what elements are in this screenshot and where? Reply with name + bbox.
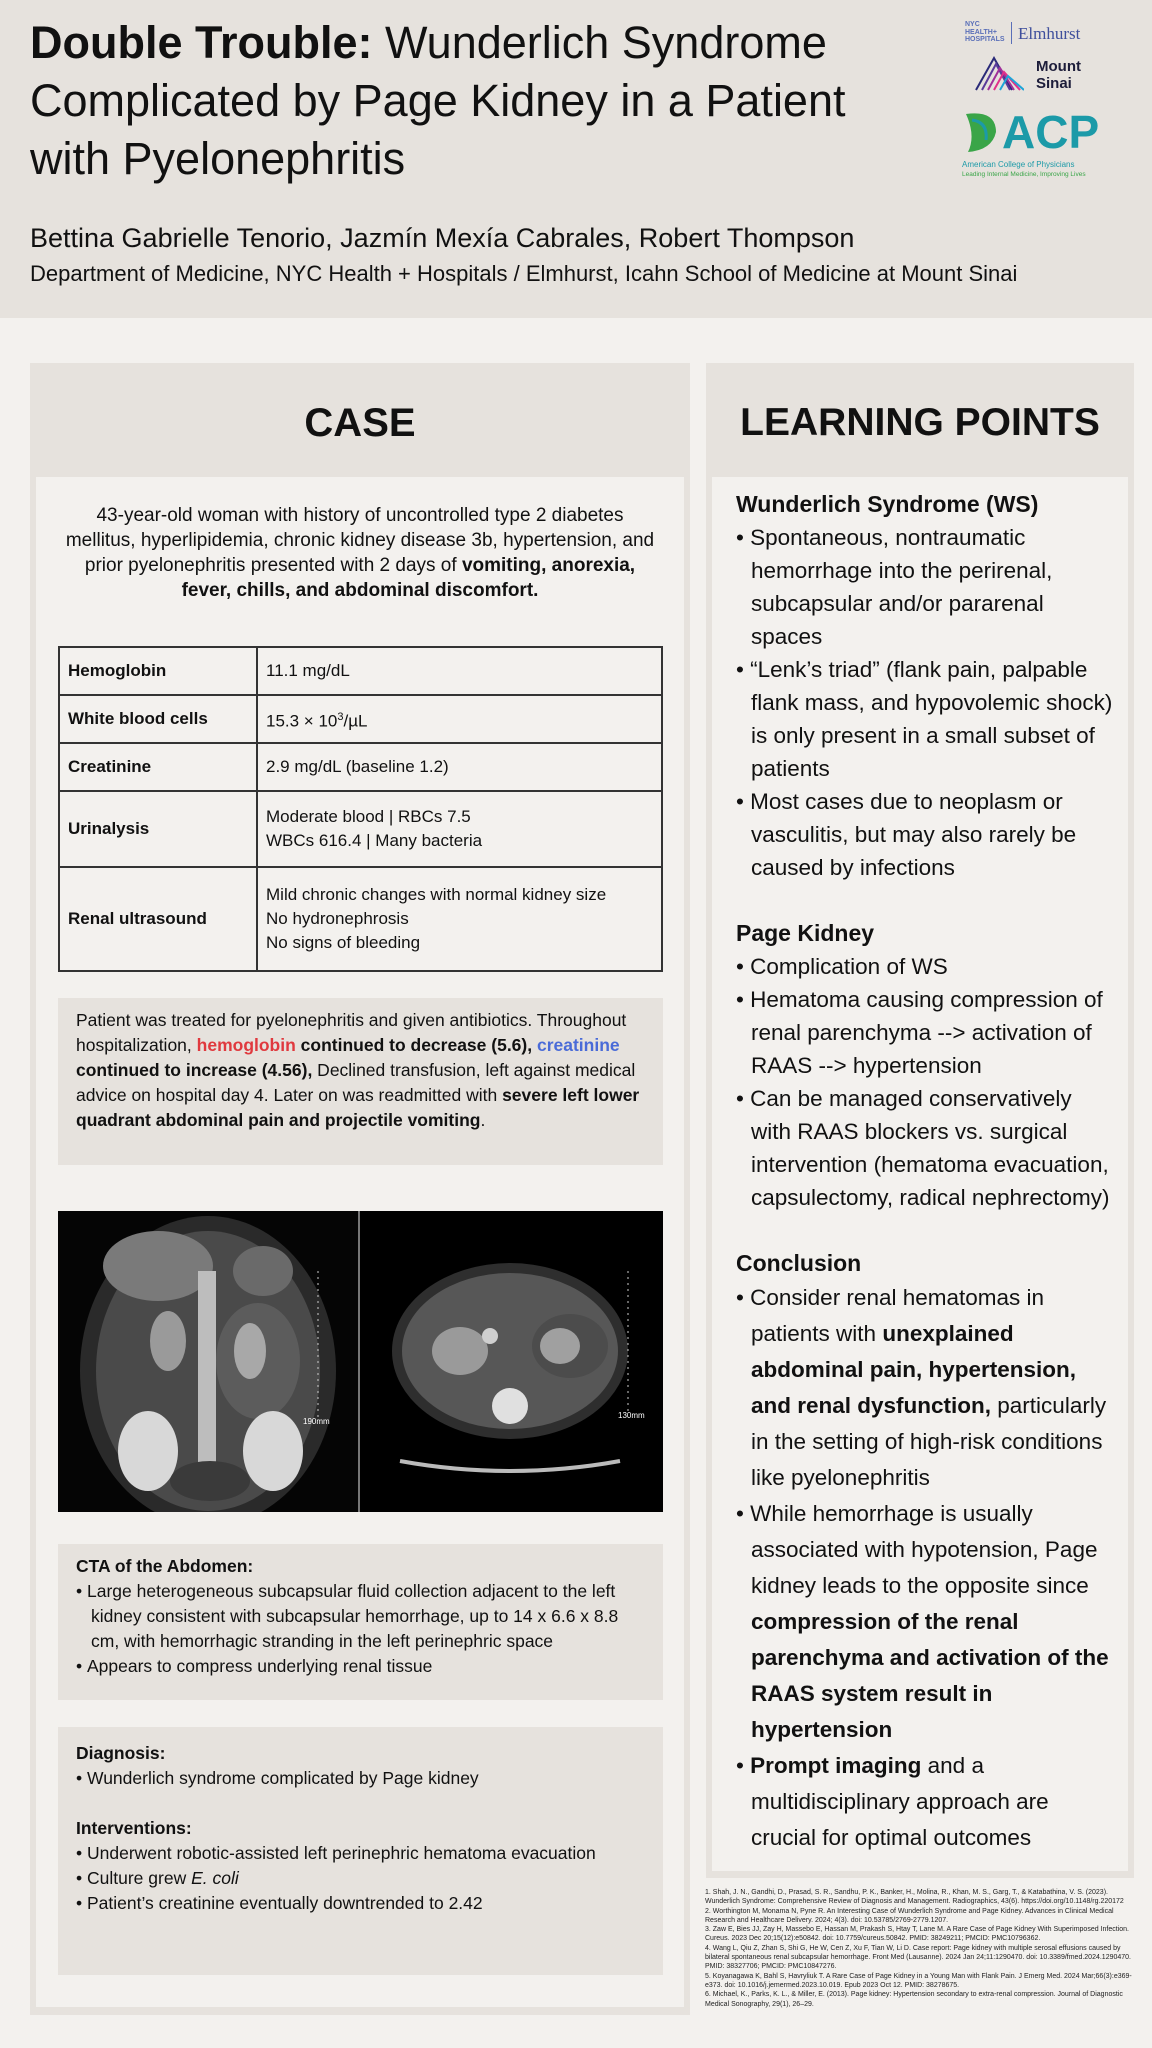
organism-name: E. coli	[191, 1868, 239, 1888]
list-item: • Large heterogeneous subcapsular fluid collection adjacent to the left kidney consistent with subcapsular hemorrhage, up to 14 x 6.6 x 8.8 cm, with hemorrhagic stranding in the left perinephric space	[76, 1581, 619, 1651]
axial-ct-image	[360, 1211, 663, 1512]
course-bold: continued to increase (4.56),	[76, 1060, 313, 1080]
highlight-hemoglobin: hemoglobin	[196, 1035, 296, 1055]
conclusion-list	[736, 1280, 1114, 1856]
diagnosis-box	[58, 1727, 663, 1975]
lab-label: Urinalysis	[59, 791, 257, 867]
list-item: • Most cases due to neoplasm or vasculitis, but may also rarely be caused by infections	[736, 789, 1077, 880]
list-item: • Underwent robotic-assisted left perinephric hematoma evacuation	[76, 1843, 596, 1863]
lab-value	[257, 791, 662, 867]
course-text: Declined transfusion, left against medical advice on hospital day 4. Later on was readmitted with	[76, 1060, 636, 1105]
reference-item: 3. Zaw E, Bies JJ, Zay H, Massebo E, Hassan M, Prakash S, Htay T, Lane M. A Rare Case of Page Kidney With Superimposed Infection. Cureus. 2023 Dec 20;15(12):e50842. doi: 10.7759/cureus.50842. PMID: 38249211; PMCID: PMC10796362.	[705, 1926, 1129, 1943]
nyc-line1: NYC	[965, 21, 980, 28]
lab-label: Creatinine	[59, 743, 257, 791]
cta-box	[58, 1544, 663, 1700]
conclusion-text: particularly in the setting of high-risk conditions like pyelonephritis	[751, 1393, 1107, 1490]
ws-list	[736, 521, 1114, 884]
diagnosis-heading: Diagnosis:	[76, 1743, 166, 1763]
case-heading: CASE	[304, 401, 416, 445]
lab-line: No hydronephrosis	[266, 909, 409, 928]
list-item: • Patient’s creatinine eventually downtrended to 2.42	[76, 1893, 483, 1913]
intro-text: 43-year-old woman with history of uncontrolled type 2 diabetes mellitus, hyperlipidemia, chronic kidney disease 3b, hypertension, and prior pyelonephritis presented with 2 days of	[65, 505, 655, 576]
cta-heading: CTA of the Abdomen:	[76, 1556, 254, 1576]
course-text: Patient was treated for pyelonephritis and given antibiotics. Throughout hospitalization,	[76, 1010, 627, 1055]
lab-value: 2.9 mg/dL (baseline 1.2)	[257, 743, 662, 791]
cta-bullet-text: Large heterogeneous subcapsular fluid collection adjacent to the left kidney consistent with subcapsular hemorrhage, up to 14 x 6.6 x 8.8 cm, with hemorrhagic stranding in the left perinephric space	[87, 1581, 619, 1651]
table-row	[59, 647, 662, 695]
page-bullet-text: Complication of WS	[750, 954, 948, 979]
conclusion-text: and a multidisciplinary approach are crucial for optimal outcomes	[751, 1753, 1049, 1850]
acp-tagline: Leading Internal Medicine, Improving Lives	[962, 171, 1086, 178]
lab-label: White blood cells	[59, 695, 257, 743]
lab-table	[58, 646, 663, 972]
list-item: • “Lenk’s triad” (flank pain, palpable flank mass, and hypovolemic shock) is only present in a small subset of patients	[736, 657, 1113, 781]
mount-sinai-logo-icon	[974, 52, 1024, 92]
highlight-creatinine: creatinine	[536, 1035, 620, 1055]
ws-heading: Wunderlich Syndrome (WS)	[736, 491, 1039, 517]
ws-bullet-text: “Lenk’s triad” (flank pain, palpable flank mass, and hypovolemic shock) is only present in a small subset of patients	[750, 657, 1113, 781]
nyc-line2: HEALTH+	[965, 28, 997, 36]
intervention-text: Underwent robotic-assisted left perinephric hematoma evacuation	[87, 1843, 596, 1863]
intro-bold-symptoms: vomiting, anorexia, fever, chills, and abdominal discomfort.	[181, 555, 636, 601]
wbc-exponent: 3	[337, 710, 344, 723]
nyc-health-hospitals-logo	[965, 21, 1005, 44]
ws-bullet-text: Spontaneous, nontraumatic hemorrhage into the perirenal, subcapsular and/or pararenal spaces	[750, 525, 1053, 649]
ws-bullet-text: Most cases due to neoplasm or vasculitis, but may also rarely be caused by infections	[750, 789, 1077, 880]
lab-label: Hemoglobin	[59, 647, 257, 695]
wbc-value: 15.3 × 10	[266, 711, 338, 731]
mount-sinai-line2: Sinai	[1036, 75, 1072, 92]
lab-line: No signs of bleeding	[266, 933, 421, 952]
list-item: • Appears to compress underlying renal tissue	[76, 1656, 433, 1676]
wbc-unit: /µL	[343, 711, 368, 731]
department: Department of Medicine, NYC Health + Hospitals / Elmhurst, Icahn School of Medicine at Mount Sinai	[30, 261, 1018, 286]
cta-list	[76, 1579, 645, 1679]
mount-sinai-line1: Mount	[1036, 58, 1081, 75]
intervention-text: Culture grew	[87, 1868, 192, 1888]
poster-title	[30, 14, 910, 188]
poster-header	[0, 0, 1152, 318]
list-item: • Complication of WS	[736, 954, 948, 979]
intervention-text: Patient’s creatinine eventually downtrended to 2.42	[87, 1893, 483, 1913]
lab-label: Renal ultrasound	[59, 867, 257, 971]
diagnosis-list	[76, 1766, 645, 1791]
course-text: .	[480, 1110, 486, 1130]
table-row	[59, 695, 662, 743]
authors: Bettina Gabrielle Tenorio, Jazmín Mexía Cabrales, Robert Thompson	[30, 223, 855, 253]
acp-wordmark: ACP	[1002, 106, 1100, 158]
lab-line: WBCs 616.4 | Many bacteria	[266, 831, 483, 850]
list-item: • Wunderlich syndrome complicated by Page kidney	[76, 1768, 479, 1788]
list-item: • Spontaneous, nontraumatic hemorrhage into the perirenal, subcapsular and/or pararenal spaces	[736, 525, 1053, 649]
coronal-ct-image	[58, 1211, 358, 1512]
conclusion-heading: Conclusion	[736, 1250, 862, 1276]
lab-value	[257, 695, 662, 743]
diagnosis-text: Wunderlich syndrome complicated by Page kidney	[87, 1768, 479, 1788]
learning-points-heading: LEARNING POINTS	[740, 401, 1100, 444]
reference-item: 6. Michael, K., Parks, K. L., & Miller, E. (2013). Page kidney: Hypertension secondary to extra-renal compression. Journal of Diagnostic Medical Sonography, 29(1), 26–29.	[705, 1991, 1123, 2008]
cta-bullet-text: Appears to compress underlying renal tissue	[87, 1656, 433, 1676]
page-bullet-text: Can be managed conservatively with RAAS blockers vs. surgical intervention (hematoma evacuation, capsulectomy, radical nephrectomy)	[750, 1086, 1110, 1210]
list-item: • Culture grew E. coli	[76, 1868, 239, 1888]
table-row	[59, 791, 662, 867]
conclusion-bold: Prompt imaging	[750, 1753, 922, 1778]
elmhurst-wordmark: Elmhurst	[1018, 24, 1081, 43]
page-bullet-text: Hematoma causing compression of renal parenchyma --> activation of RAAS --> hypertension	[750, 987, 1103, 1078]
lab-line: Mild chronic changes with normal kidney size	[266, 885, 607, 904]
references	[705, 1888, 1135, 2009]
nyc-line3: HOSPITALS	[965, 36, 1005, 43]
interventions-heading: Interventions:	[76, 1818, 192, 1838]
conclusion-bold: unexplained abdominal pain, hypertension, and renal dysfunction,	[751, 1321, 1077, 1418]
course-bold: severe left lower quadrant abdominal pain and projectile vomiting	[76, 1085, 640, 1130]
title-bold-part: Double Trouble:	[30, 17, 373, 68]
table-row	[59, 867, 662, 971]
acp-leaf-icon	[962, 110, 1000, 156]
table-row	[59, 743, 662, 791]
list-item: • Prompt imaging and a multidisciplinary approach are crucial for optimal outcomes	[736, 1753, 1049, 1850]
interventions-list	[76, 1841, 645, 1916]
reference-item: 1. Shah, J. N., Gandhi, D., Prasad, S. R., Sandhu, P. K., Banker, H., Molina, R., Khan, M. S., Garg, T., & Katabathina, V. S. (2023). Wunderlich Syndrome: Comprehensive Review of Diagnosis and Management. Radiographics, 43(6). https://doi.org/10.1148/rg.220172	[705, 1889, 1124, 1906]
page-kidney-heading: Page Kidney	[736, 920, 875, 946]
course-bold: continued to decrease (5.6),	[295, 1035, 537, 1055]
reference-item: 2. Worthington M, Monama N, Pyne R. An Interesting Case of Wunderlich Syndrome and Page Kidney. Advances in Clinical Medical Research and Healthcare Delivery. 2024; 4(3). doi: 10.53785/2769-2779.1207.	[705, 1907, 1114, 1924]
axial-scale-label: 130mm	[618, 1411, 645, 1420]
list-item: • Consider renal hematomas in patients with unexplained abdominal pain, hypertension, and renal dysfunction, particularly in the setting of high-risk conditions like pyelonephritis	[736, 1285, 1107, 1490]
learning-points-body	[736, 488, 1114, 1856]
conclusion-text: While hemorrhage is usually associated with hypotension, Page kidney leads to the opposite since	[750, 1501, 1098, 1598]
conclusion-text: Consider renal hematomas in patients with	[750, 1285, 1045, 1346]
conclusion-bold: compression of the renal parenchyma and activation of the RAAS system result in hypertension	[751, 1609, 1109, 1742]
acp-name: American College of Physicians	[962, 160, 1075, 169]
list-item: • Can be managed conservatively with RAAS blockers vs. surgical intervention (hematoma evacuation, capsulectomy, radical nephrectomy)	[736, 1086, 1110, 1210]
lab-value: 11.1 mg/dL	[257, 647, 662, 695]
list-item: • While hemorrhage is usually associated with hypotension, Page kidney leads to the opposite since compression of the renal parenchyma and activation of the RAAS system result in hypertension	[736, 1501, 1109, 1742]
reference-item: 4. Wang L, Qiu Z, Zhan S, Shi G, He W, Cen Z, Xu F, Tian W, Li D. Case report: Page kidney with multiple serosal effusions caused by bilateral spontaneous renal subcapsular hemorrhage. Front Med (Lausanne). 2024 Jan 24;11:1290470. doi: 10.3389/fmed.2024.1290470. PMID: 38327706; PMCID: PMC10847276.	[705, 1944, 1132, 1971]
lab-line: Moderate blood | RBCs 7.5	[266, 807, 471, 826]
title-rest: Wunderlich Syndrome Complicated by Page Kidney in a Patient with Pyelonephritis	[30, 17, 846, 184]
hospital-course-box	[58, 998, 663, 1165]
list-item: • Hematoma causing compression of renal parenchyma --> activation of RAAS --> hypertension	[736, 987, 1103, 1078]
page-kidney-list	[736, 950, 1114, 1214]
ct-images	[58, 1211, 663, 1512]
coronal-scale-label: 190mm	[303, 1417, 330, 1426]
mount-sinai-wordmark	[1036, 58, 1081, 92]
case-intro	[60, 503, 660, 603]
reference-item: 5. Koyanagawa K, Bahl S, Havryliuk T. A Rare Case of Page Kidney in a Young Man with Flank Pain. J Emerg Med. 2024 Mar;66(3):e369-e373. doi: 10.1016/j.jemermed.2023.10.019. Epub 2023 Oct 12. PMID: 38278675.	[705, 1972, 1132, 1989]
logo-block	[962, 18, 1137, 183]
lab-value	[257, 867, 662, 971]
